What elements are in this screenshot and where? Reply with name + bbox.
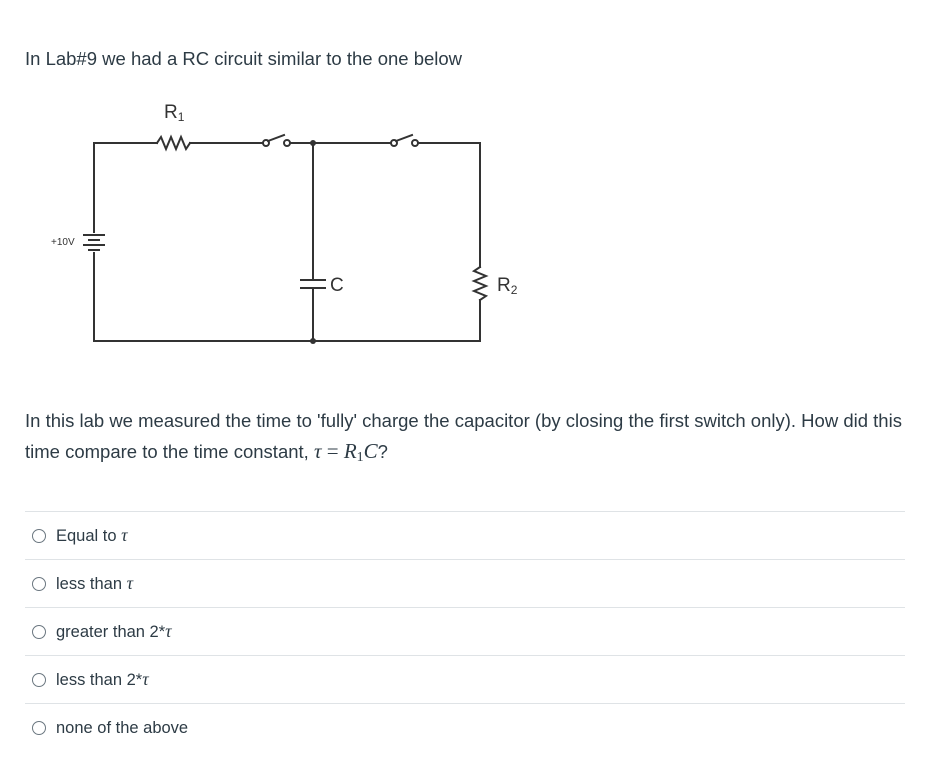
- intro-text: In Lab#9 we had a RC circuit similar to the one below: [25, 48, 463, 69]
- answer-label: none of the above: [56, 719, 189, 737]
- switch-2: [391, 135, 418, 146]
- resistor-r2: [474, 267, 486, 300]
- radio-button[interactable]: [32, 529, 46, 543]
- answer-option-less-tau[interactable]: [25, 559, 905, 607]
- switch-1: [263, 135, 290, 146]
- time-constant-formula: $\tau = R_1C$: [313, 439, 378, 465]
- junction-bottom: [310, 338, 316, 344]
- answer-option-less-2tau[interactable]: [25, 655, 905, 703]
- c-label: C: [330, 275, 344, 296]
- answer-option-none[interactable]: [25, 703, 905, 751]
- radio-button[interactable]: [32, 625, 46, 639]
- radio-button[interactable]: [32, 673, 46, 687]
- answer-label: less than τ: [56, 573, 134, 593]
- answer-label: greater than 2*τ: [56, 621, 172, 641]
- radio-button[interactable]: [32, 721, 46, 735]
- resistor-r1: [157, 137, 190, 149]
- source-label: +10V: [51, 237, 75, 248]
- answer-list: [25, 511, 905, 751]
- answer-option-greater-2tau[interactable]: [25, 607, 905, 655]
- junction-top: [310, 140, 316, 146]
- radio-button[interactable]: [32, 577, 46, 591]
- question-text: In this lab we measured the time to 'fully' charge the capacitor (by closing the first switch only). How did this time compare to the time constant, $\tau = R_1C$?: [25, 410, 902, 465]
- r1-label: R1: [164, 102, 185, 124]
- question-body: In this lab we measured the time to 'fully' charge the capacitor (by closing the first switch only). How did this time compare to the time constant,: [25, 410, 902, 462]
- answer-option-equal-tau[interactable]: [25, 511, 905, 559]
- answer-label: less than 2*τ: [56, 669, 149, 689]
- answer-label: Equal to τ: [56, 525, 128, 545]
- r2-label: R2: [497, 275, 518, 297]
